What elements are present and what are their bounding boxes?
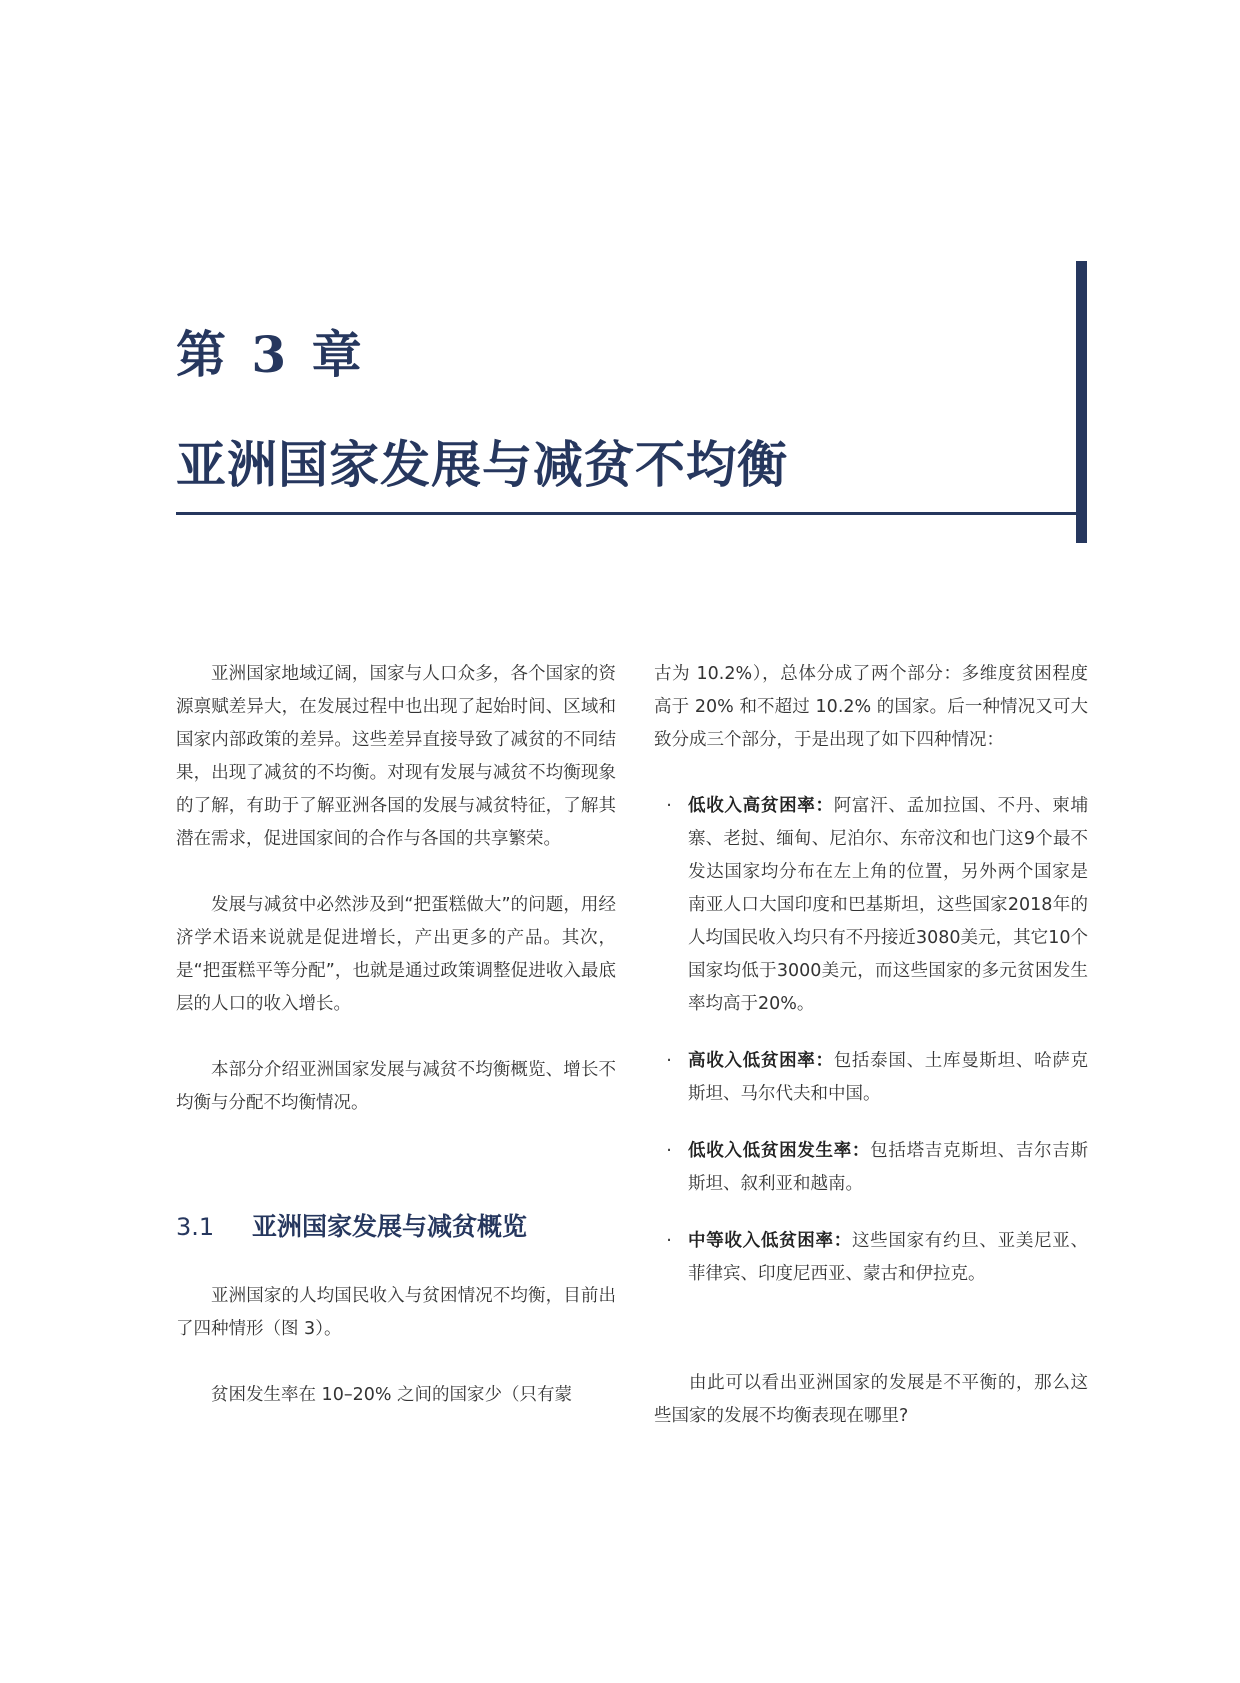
right-column [654,658,1088,1466]
list-item [654,790,1088,1021]
chapter-label: 第 3 章 [176,325,366,384]
bullet-label: 低收入高贫困率： [688,796,834,816]
list-item [654,1045,1088,1111]
category-list [654,790,1088,1291]
title-rule [176,512,1076,515]
list-item [654,1225,1088,1291]
intro-paragraph-1: 亚洲国家地域辽阔，国家与人口众多，各个国家的资源禀赋差异大，在发展过程中也出现了起始时间、区域和国家内部政策的差异。这些差异直接导致了减贫的不同结果，出现了减贫的不均衡。对现有发展与减贫不均衡现象的了解，有助于了解亚洲各国的发展与减贫特征，了解其潜在需求，促进国家间的合作与各国的共享繁荣。 [176,664,616,849]
accent-bar [1076,261,1087,543]
bullet-icon: · [666,1231,672,1251]
bullet-icon: · [666,1141,672,1161]
bullet-text: 包括泰国、土库曼斯坦、哈萨克斯坦、马尔代夫和中国。 [688,1051,1089,1104]
chapter-title: 亚洲国家发展与减贫不均衡 [176,436,788,494]
intro-paragraph-3: 本部分介绍亚洲国家发展与减贫不均衡概览、增长不均衡与分配不均衡情况。 [176,1060,616,1113]
bullet-icon: · [666,1051,672,1071]
section-number: 3.1 [176,1213,215,1241]
bullet-text: 这些国家有约旦、亚美尼亚、菲律宾、印度尼西亚、蒙古和伊拉克。 [688,1231,1089,1284]
list-item [654,1135,1088,1201]
section-paragraph-1: 亚洲国家的人均国民收入与贫困情况不均衡，目前出了四种情形（图 3）。 [176,1286,616,1339]
bullet-label: 低收入低贫困发生率： [688,1141,871,1161]
bullet-text: 阿富汗、孟加拉国、不丹、柬埔寨、老挝、缅甸、尼泊尔、东帝汶和也门这9个最不发达国家均分布在左上角的位置，另外两个国家是南亚人口大国印度和巴基斯坦，这些国家2018年的人均国民收入均只有不丹接近3080美元，其它10个国家均低于3000美元，而这些国家的多元贫困发生率均高于20%。 [688,796,1089,1014]
section-paragraph-2: 贫困发生率在 10–20% 之间的国家少（只有蒙 [211,1385,573,1405]
bullet-label: 中等收入低贫困率： [688,1231,852,1251]
bullet-icon: · [666,796,672,816]
left-column [176,658,616,1445]
intro-paragraph-2: 发展与减贫中必然涉及到“把蛋糕做大”的问题，用经济学术语来说就是促进增长，产出更多的产品。其次，是“把蛋糕平等分配”，也就是通过政策调整促进收入最底层的人口的收入增长。 [176,895,616,1014]
closing-paragraph: 由此可以看出亚洲国家的发展是不平衡的，那么这些国家的发展不均衡表现在哪里? [654,1373,1088,1426]
continuation-paragraph: 古为 10.2%），总体分成了两个部分：多维度贫困程度高于 20% 和不超过 10.2% 的国家。后一种情况又可大致分成三个部分，于是出现了如下四种情况： [654,664,1088,750]
bullet-text: 包括塔吉克斯坦、吉尔吉斯斯坦、叙利亚和越南。 [688,1141,1089,1194]
bullet-label: 高收入低贫困率： [688,1051,834,1071]
section-heading [176,1207,616,1247]
section-title: 亚洲国家发展与减贫概览 [252,1212,528,1241]
